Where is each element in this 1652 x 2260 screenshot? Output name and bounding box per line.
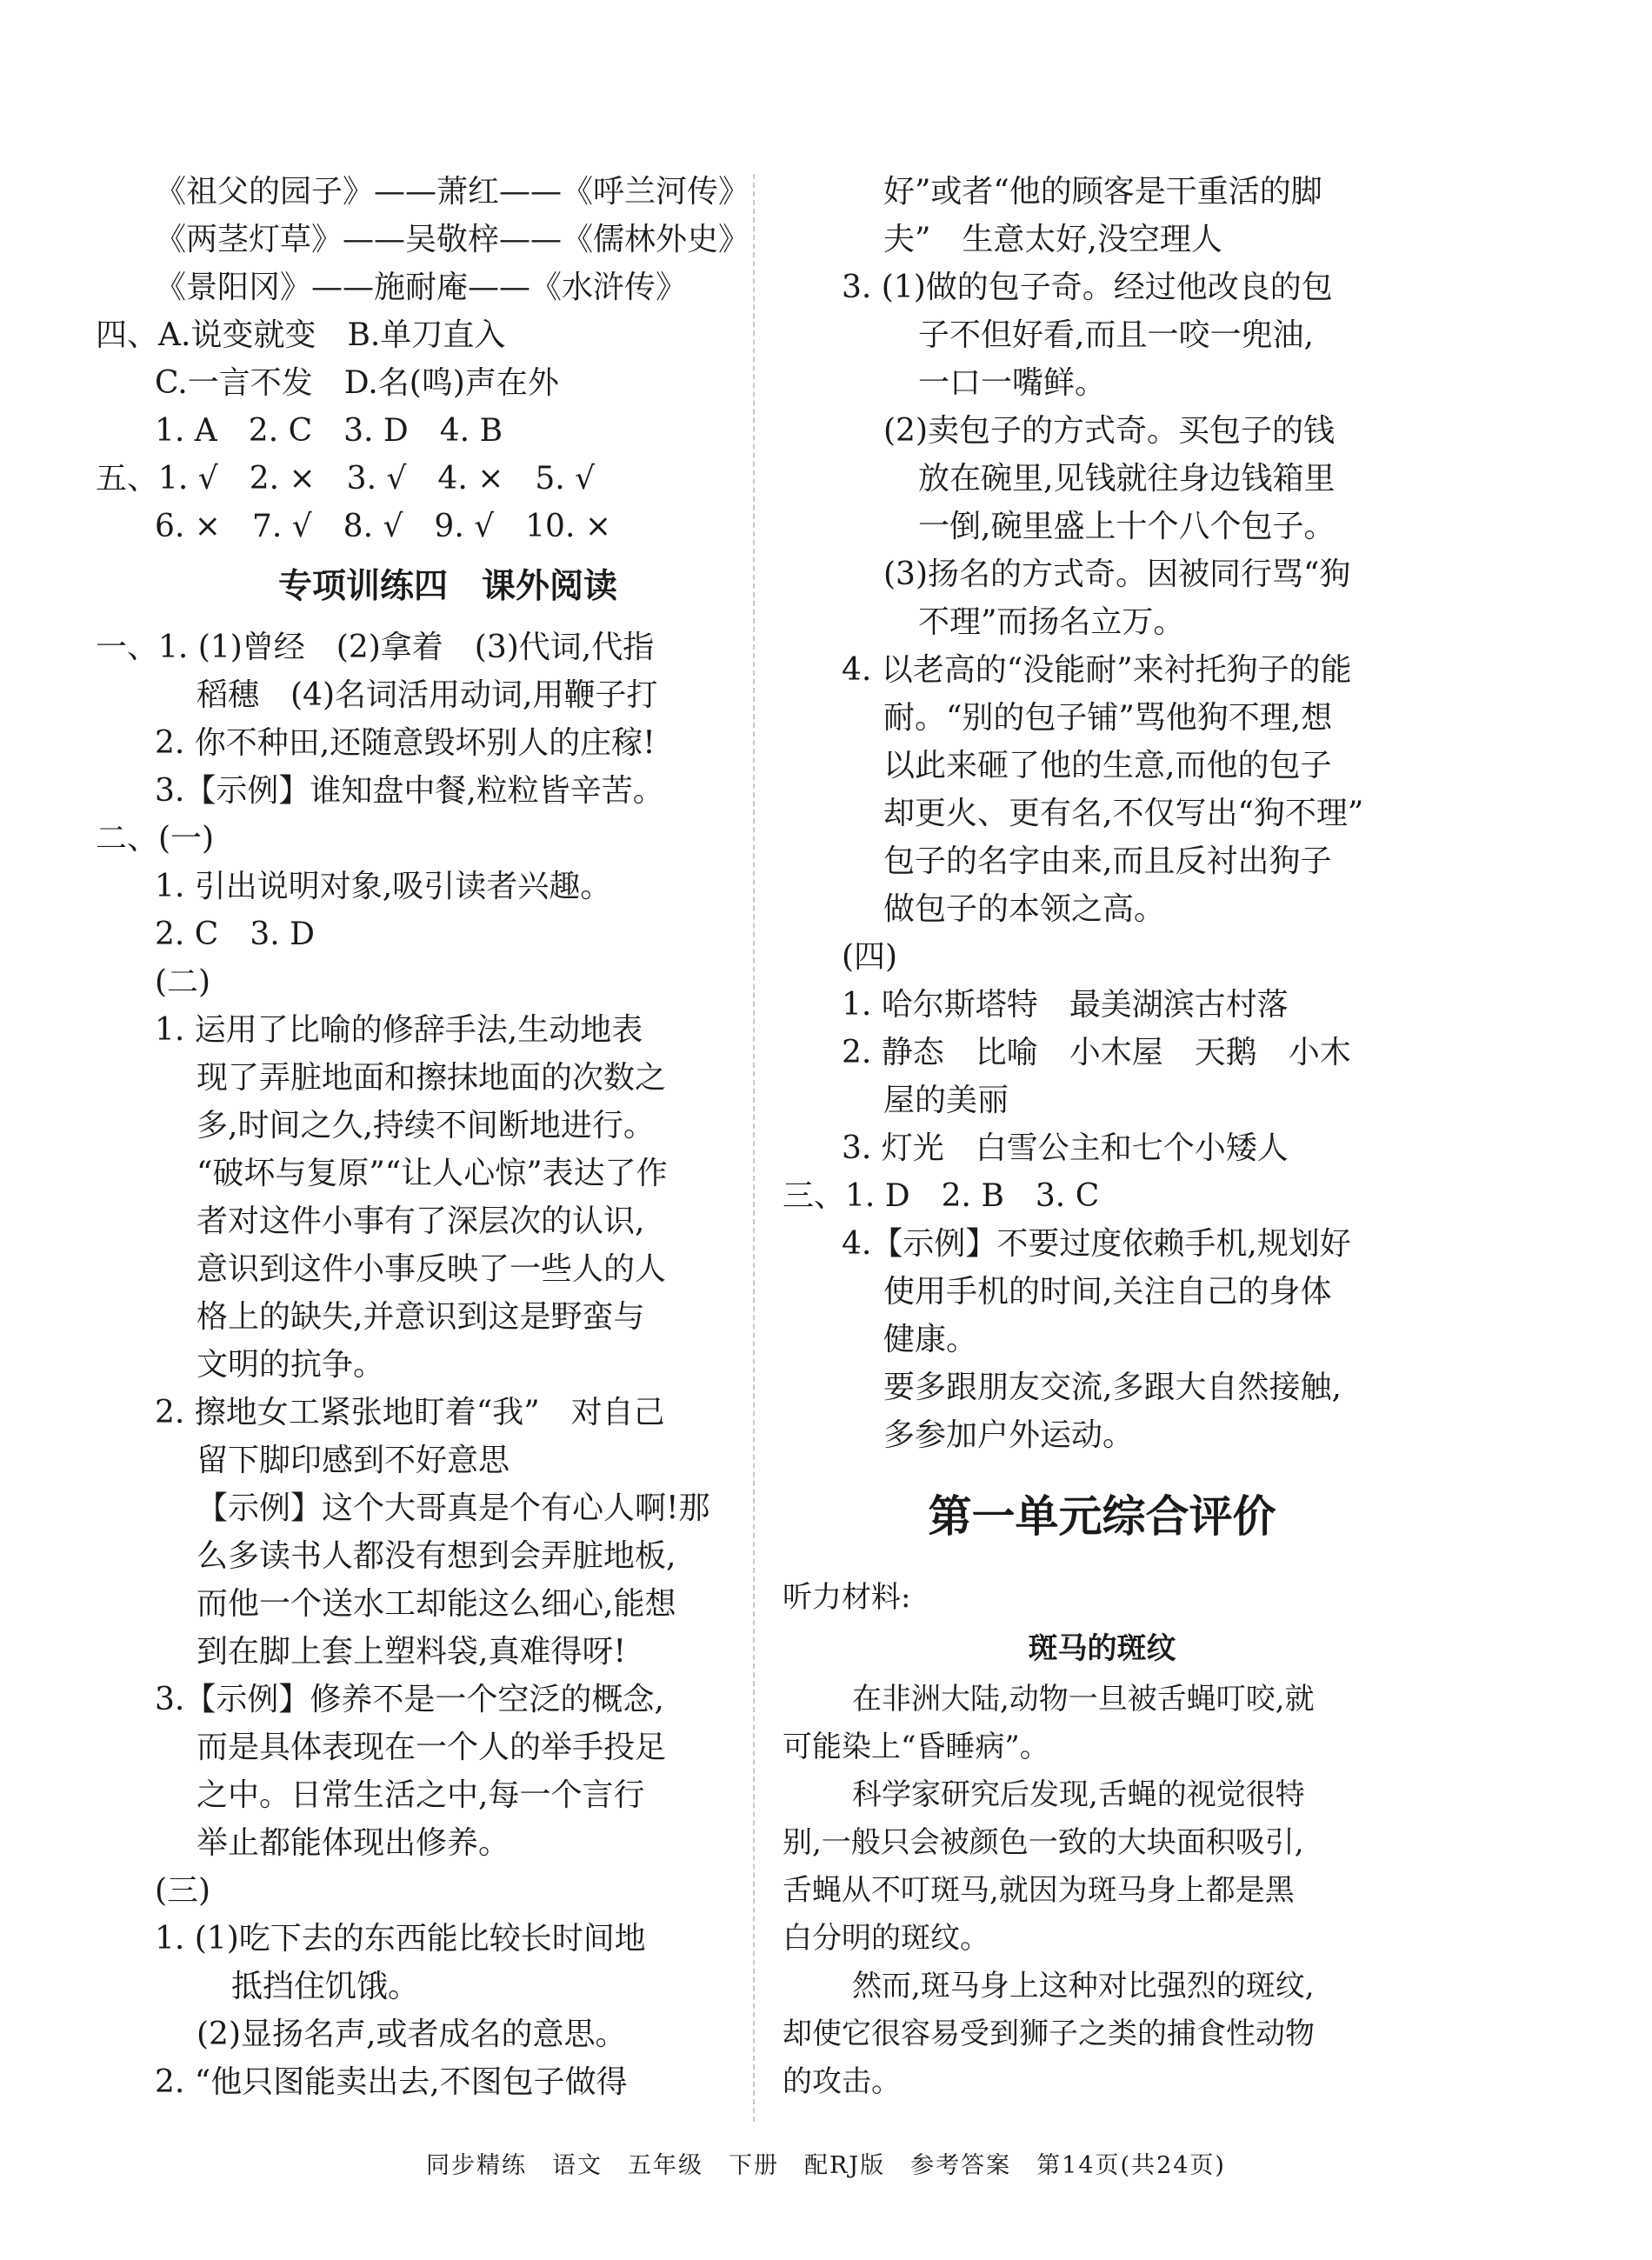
answer-line: 别,一般只会被颜色一致的大块面积吸引, [783, 1825, 1304, 1860]
answer-line: 四、A.说变就变 B.单刀直入 [96, 317, 506, 353]
answer-line: 稻穗 (4)名词活用动词,用鞭子打 [197, 677, 658, 713]
answer-line: 4.【示例】不要过度依赖手机,规划好 [842, 1226, 1351, 1262]
answer-line: “破坏与复原”“让人心惊”表达了作 [197, 1156, 668, 1191]
answer-line: 2. C 3. D [155, 917, 315, 952]
answer-line: 不理”而扬名立万。 [918, 604, 1185, 640]
answer-line: 在非洲大陆,动物一旦被舌蝇叮咬,就 [852, 1682, 1315, 1717]
answer-line: 一倒,碗里盛上十个八个包子。 [918, 509, 1336, 544]
answer-line: (3)扬名的方式奇。因被同行骂“狗 [883, 557, 1351, 592]
answer-line: 2. 擦地女工紧张地盯着“我” 对自己 [155, 1395, 665, 1430]
answer-line: 2. 静态 比喻 小木屋 天鹅 小木 [842, 1035, 1351, 1070]
answer-line: 2. “他只图能卖出去,不图包子做得 [155, 2064, 628, 2100]
answer-line: 五、1. √ 2. × 3. √ 4. × 5. √ [96, 461, 596, 497]
answer-line: 放在碗里,见钱就往身边钱箱里 [918, 461, 1336, 497]
answer-line: 留下脚印感到不好意思 [197, 1443, 510, 1478]
answer-line: 白分明的斑纹。 [783, 1921, 989, 1956]
answer-line: 可能染上“昏睡病”。 [783, 1730, 1049, 1764]
answer-line: 做包子的本领之高。 [883, 891, 1166, 927]
answer-line: 到在脚上套上塑料袋,真难得呀! [197, 1634, 626, 1670]
answer-line: (2)卖包子的方式奇。买包子的钱 [883, 413, 1335, 449]
answer-line: 以此来砸了他的生意,而他的包子 [883, 748, 1332, 783]
answer-line: 舌蝇从不叮斑马,就因为斑马身上都是黑 [783, 1873, 1295, 1908]
answer-line: 却更火、更有名,不仅写出“狗不理” [883, 796, 1364, 831]
answer-line: 1. (1)吃下去的东西能比较长时间地 [155, 1921, 646, 1957]
answer-line: 现了弄脏地面和擦抹地面的次数之 [197, 1060, 667, 1096]
answer-line: 抵挡住饥饿。 [231, 1969, 420, 2004]
article-title: 斑马的斑纹 [1028, 1631, 1176, 1666]
answer-line: C.一言不发 D.名(鸣)声在外 [155, 365, 559, 401]
column-divider [753, 174, 755, 2122]
answer-line: 4. 以老高的“没能耐”来衬托狗子的能 [842, 652, 1352, 688]
answer-line: 一、1. (1)曾经 (2)拿着 (3)代词,代指 [96, 630, 655, 665]
page-footer: 同步精练 语文 五年级 下册 配RJ版 参考答案 第14页(共24页) [426, 2152, 1226, 2179]
answer-line: 文明的抗争。 [197, 1347, 385, 1383]
answer-line: 听力材料: [783, 1580, 911, 1615]
answer-line: 三、1. D 2. B 3. C [783, 1178, 1100, 1214]
answer-line: (2)显扬名声,或者成名的意思。 [197, 2017, 627, 2052]
answer-line: 3. 灯光 白雪公主和七个小矮人 [842, 1130, 1289, 1166]
answer-line: 一口一嘴鲜。 [918, 365, 1107, 401]
answer-line: 科学家研究后发现,舌蝇的视觉很特 [852, 1777, 1305, 1812]
answer-line: 多参加户外运动。 [883, 1417, 1135, 1453]
answer-line: 么多读书人都没有想到会弄脏地板, [197, 1538, 676, 1574]
answer-line: (四) [842, 939, 898, 975]
answer-line: 多,时间之久,持续不间断地进行。 [197, 1108, 655, 1143]
answer-line: 举止都能体现出修养。 [197, 1825, 510, 1861]
answer-line: 《两茎灯草》——吴敬梓——《儒林外史》 [155, 222, 750, 257]
answer-line: (二) [155, 964, 211, 1000]
answer-line: 1. 哈尔斯塔特 最美湖滨古村落 [842, 987, 1289, 1023]
answer-line: 却使它很容易受到狮子之类的捕食性动物 [783, 2017, 1315, 2051]
answer-line: (三) [155, 1873, 211, 1909]
answer-line: 1. 引出说明对象,吸引读者兴趣。 [155, 869, 612, 904]
answer-line: 者对这件小事有了深层次的认识, [197, 1203, 645, 1239]
answer-line: 要多跟朋友交流,多跟大自然接触, [883, 1370, 1342, 1405]
answer-line: 格上的缺失,并意识到这是野蛮与 [197, 1299, 645, 1335]
answer-line: 屋的美丽 [883, 1083, 1009, 1118]
answer-line: 1. 运用了比喻的修辞手法,生动地表 [155, 1012, 643, 1048]
answer-line: 6. × 7. √ 8. √ 9. √ 10. × [155, 509, 612, 544]
answer-line: 2. 你不种田,还随意毁坏别人的庄稼! [155, 725, 656, 761]
answer-line: 子不但好看,而且一咬一兜油, [918, 317, 1314, 353]
answer-line: 1. A 2. C 3. D 4. B [155, 413, 503, 449]
answer-line: 的攻击。 [783, 2064, 901, 2099]
answer-line: 健康。 [883, 1322, 978, 1357]
answer-line: 而是具体表现在一个人的举手投足 [197, 1730, 667, 1765]
right-column [783, 168, 1422, 2106]
answer-line: 《景阳冈》——施耐庵——《水浒传》 [155, 270, 688, 305]
answer-line: 二、(一) [96, 821, 215, 857]
answer-line: 3. (1)做的包子奇。经过他改良的包 [842, 270, 1333, 305]
answer-line: 好”或者“他的顾客是干重活的脚 [883, 174, 1322, 210]
answer-line: 夫” 生意太好,没空理人 [883, 222, 1222, 257]
answer-line: 3.【示例】修养不是一个空泛的概念, [155, 1682, 664, 1717]
answer-line: 然而,斑马身上这种对比强烈的斑纹, [852, 1969, 1315, 2003]
unit-heading: 第一单元综合评价 [928, 1491, 1276, 1542]
answer-line: 而他一个送水工却能这么细心,能想 [197, 1586, 676, 1622]
answer-line: 之中。日常生活之中,每一个言行 [197, 1777, 645, 1813]
left-column [96, 168, 750, 2106]
answer-line: 包子的名字由来,而且反衬出狗子 [883, 843, 1332, 879]
answer-line: 意识到这件小事反映了一些人的人 [197, 1251, 667, 1287]
section-heading: 专项训练四 课外阅读 [277, 567, 617, 606]
answer-line: 耐。“别的包子铺”骂他狗不理,想 [883, 700, 1333, 736]
answer-line: 《祖父的园子》——萧红——《呼兰河传》 [155, 174, 750, 210]
answer-line: 3.【示例】谁知盘中餐,粒粒皆辛苦。 [155, 773, 664, 809]
answer-line: 【示例】这个大哥真是个有心人啊!那 [197, 1490, 710, 1526]
answer-line: 使用手机的时间,关注自己的身体 [883, 1274, 1332, 1310]
